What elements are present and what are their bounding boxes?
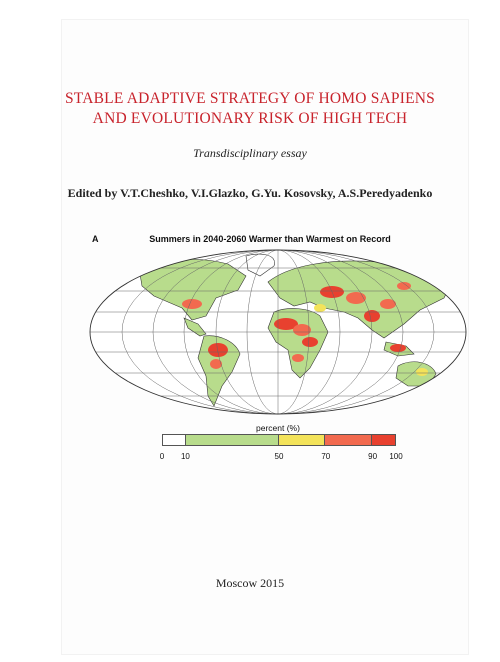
legend-segment bbox=[325, 435, 371, 445]
legend-tick-label: 70 bbox=[321, 452, 331, 461]
legend-tick-label: 50 bbox=[274, 452, 284, 461]
legend-tick-label: 100 bbox=[389, 452, 403, 461]
legend-segment bbox=[372, 435, 395, 445]
legend-tick-label: 90 bbox=[368, 452, 378, 461]
legend-tick-label: 0 bbox=[159, 452, 165, 461]
book-subtitle: Transdisciplinary essay bbox=[193, 146, 307, 160]
legend-segment bbox=[186, 435, 279, 445]
figure-letter: A bbox=[92, 234, 99, 244]
world-map bbox=[88, 246, 472, 418]
editors-line: Edited by V.T.Cheshko, V.I.Glazko, G.Yu. Kosovsky, A.S.Peredyadenko bbox=[67, 186, 433, 200]
book-title-line-2: AND EVOLUTIONARY RISK OF HIGH TECH bbox=[92, 110, 408, 127]
legend-tick-label: 10 bbox=[180, 452, 190, 461]
place-year: Moscow 2015 bbox=[215, 576, 285, 590]
legend-bar bbox=[162, 434, 396, 446]
map-title: Summers in 2040-2060 Warmer than Warmest on Record bbox=[149, 234, 391, 244]
legend-title: percent (%) bbox=[256, 423, 300, 433]
legend-segment bbox=[279, 435, 325, 445]
legend-segment bbox=[163, 435, 186, 445]
book-title-line-1: STABLE ADAPTIVE STRATEGY OF HOMO SAPIENS bbox=[64, 90, 436, 107]
